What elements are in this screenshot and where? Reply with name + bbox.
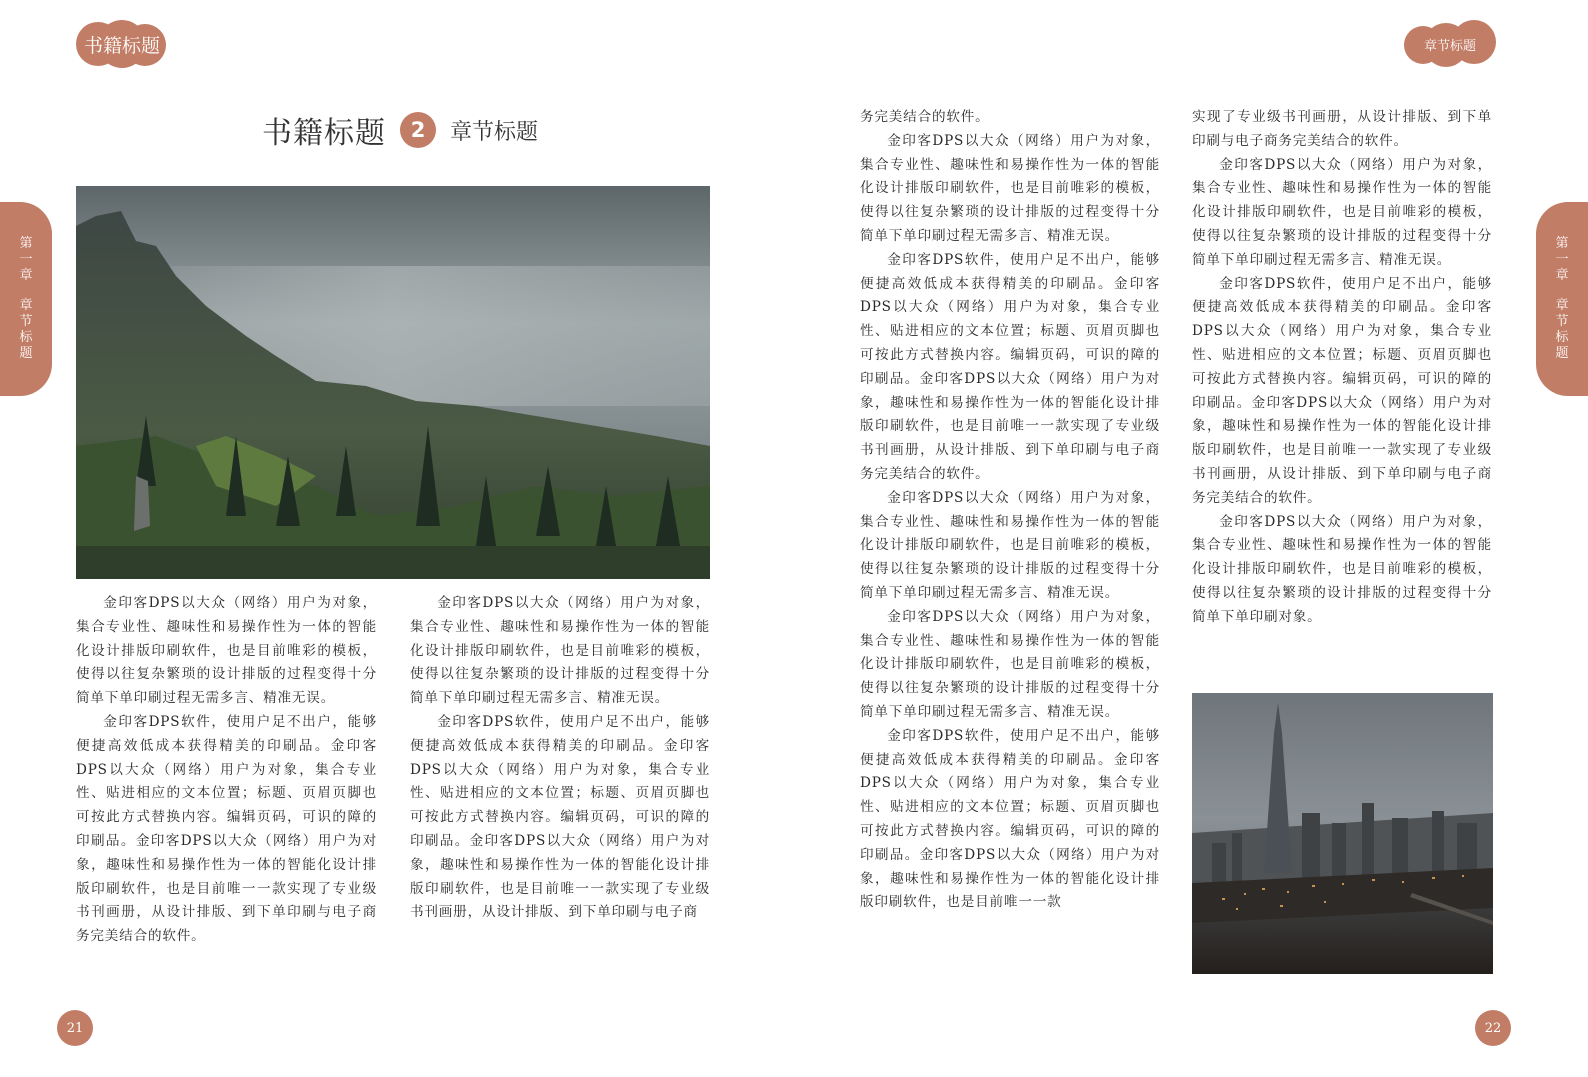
paragraph: 实现了专业级书刊画册，从设计排版、到下单印刷与电子商务完美结合的软件。 (1192, 109, 1492, 149)
book-title-badge-text: 书籍标题 (83, 34, 160, 57)
paragraph: 金印客DPS以大众（网络）用户为对象，集合专业性、趣味性和易操作性为一体的智能化设计排版印刷软件，也是目前唯彩的模板，使得以往复杂繁琐的设计排版的过程变得十分简单下单印刷过程无需多言、精准无误。 (410, 595, 710, 707)
paragraph: 务完美结合的软件。 (860, 109, 990, 125)
city-photo (1192, 693, 1493, 974)
paragraph: 金印客DPS以大众（网络）用户为对象，集合专业性、趣味性和易操作性为一体的智能化设计排版印刷软件，也是目前唯彩的模板，使得以往复杂繁琐的设计排版的过程变得十分简单下单印刷过程无需多言、精准无误。 (76, 595, 377, 707)
heading-book-title: 书籍标题 (262, 116, 386, 151)
chapter-number-badge: 2 (400, 112, 436, 148)
page-number-left: 21 (57, 1010, 93, 1046)
chapter-title-badge (1404, 22, 1496, 66)
page-number-right: 22 (1475, 1010, 1511, 1046)
mountain-photo (76, 186, 710, 579)
paragraph: 金印客DPS以大众（网络）用户为对象，集合专业性、趣味性和易操作性为一体的智能化设计排版印刷软件，也是目前唯彩的模板，使得以往复杂繁琐的设计排版的过程变得十分简单下单印刷对象。 (1192, 513, 1492, 625)
paragraph: 金印客DPS以大众（网络）用户为对象，集合专业性、趣味性和易操作性为一体的智能化设计排版印刷软件，也是目前唯彩的模板，使得以往复杂繁琐的设计排版的过程变得十分简单下单印刷过程无需多言、精准无误。 (860, 608, 1160, 720)
chapter-heading (262, 108, 538, 152)
paragraph: 金印客DPS软件，使用户足不出户，能够便捷高效低成本获得精美的印刷品。金印客DPS以大众（网络）用户为对象，集合专业性、贴进相应的文本位置；标题、页眉页脚也可按此方式替换内容。编辑页码，可识的障的印刷品。金印客DPS以大众（网络）用户为对象，趣味性和易操作性为一体的智能化设计排版印刷软件，也是目前唯一一款实现了专业级书刊画册，从设计排版、到下单印刷与电子商 (410, 713, 710, 921)
text-column-4 (1192, 106, 1492, 681)
chapter-title-badge-text: 章节标题 (1423, 38, 1476, 54)
paragraph: 金印客DPS以大众（网络）用户为对象，集合专业性、趣味性和易操作性为一体的智能化设计排版印刷软件，也是目前唯彩的模板，使得以往复杂繁琐的设计排版的过程变得十分简单下单印刷过程无需多言、精准无误。 (860, 132, 1160, 244)
paragraph: 金印客DPS以大众（网络）用户为对象，集合专业性、趣味性和易操作性为一体的智能化设计排版印刷软件，也是目前唯彩的模板，使得以往复杂繁琐的设计排版的过程变得十分简单下单印刷过程无需多言、精准无误。 (1192, 156, 1492, 268)
paragraph: 金印客DPS软件，使用户足不出户，能够便捷高效低成本获得精美的印刷品。金印客DPS以大众（网络）用户为对象，集合专业性、贴进相应的文本位置；标题、页眉页脚也可按此方式替换内容。编辑页码，可识的障的印刷品。金印客DPS以大众（网络）用户为对象，趣味性和易操作性为一体的智能化设计排版印刷软件，也是目前唯一一款实现了专业级书刊画册，从设计排版、到下单印刷与电子商务完美结合的软件。 (1192, 275, 1492, 506)
paragraph: 金印客DPS软件，使用户足不出户，能够便捷高效低成本获得精美的印刷品。金印客DPS以大众（网络）用户为对象，集合专业性、贴进相应的文本位置；标题、页眉页脚也可按此方式替换内容。编辑页码，可识的障的印刷品。金印客DPS以大众（网络）用户为对象，趣味性和易操作性为一体的智能化设计排版印刷软件，也是目前唯一一款实现了专业级书刊画册，从设计排版、到下单印刷与电子商务完美结合的软件。 (76, 713, 377, 945)
book-title-badge (76, 22, 168, 66)
chapter-side-tab-left: 第 一 章 章 节 标 题 (0, 202, 52, 396)
text-column-3 (860, 106, 1160, 982)
text-column-1 (76, 592, 377, 949)
heading-chapter-title: 章节标题 (450, 119, 539, 145)
paragraph: 金印客DPS软件，使用户足不出户，能够便捷高效低成本获得精美的印刷品。金印客DPS以大众（网络）用户为对象，集合专业性、贴进相应的文本位置；标题、页眉页脚也可按此方式替换内容。编辑页码，可识的障的印刷品。金印客DPS以大众（网络）用户为对象，趣味性和易操作性为一体的智能化设计排版印刷软件，也是目前唯一一款 (860, 727, 1160, 911)
text-column-2 (410, 592, 710, 925)
paragraph: 金印客DPS软件，使用户足不出户，能够便捷高效低成本获得精美的印刷品。金印客DPS以大众（网络）用户为对象，集合专业性、贴进相应的文本位置；标题、页眉页脚也可按此方式替换内容。编辑页码，可识的障的印刷品。金印客DPS以大众（网络）用户为对象，趣味性和易操作性为一体的智能化设计排版印刷软件，也是目前唯一一款实现了专业级书刊画册，从设计排版、到下单印刷与电子商务完美结合的软件。 (860, 251, 1160, 482)
paragraph: 金印客DPS以大众（网络）用户为对象，集合专业性、趣味性和易操作性为一体的智能化设计排版印刷软件，也是目前唯彩的模板，使得以往复杂繁琐的设计排版的过程变得十分简单下单印刷过程无需多言、精准无误。 (860, 489, 1160, 601)
chapter-side-tab-right: 第 一 章 章 节 标 题 (1536, 202, 1588, 396)
